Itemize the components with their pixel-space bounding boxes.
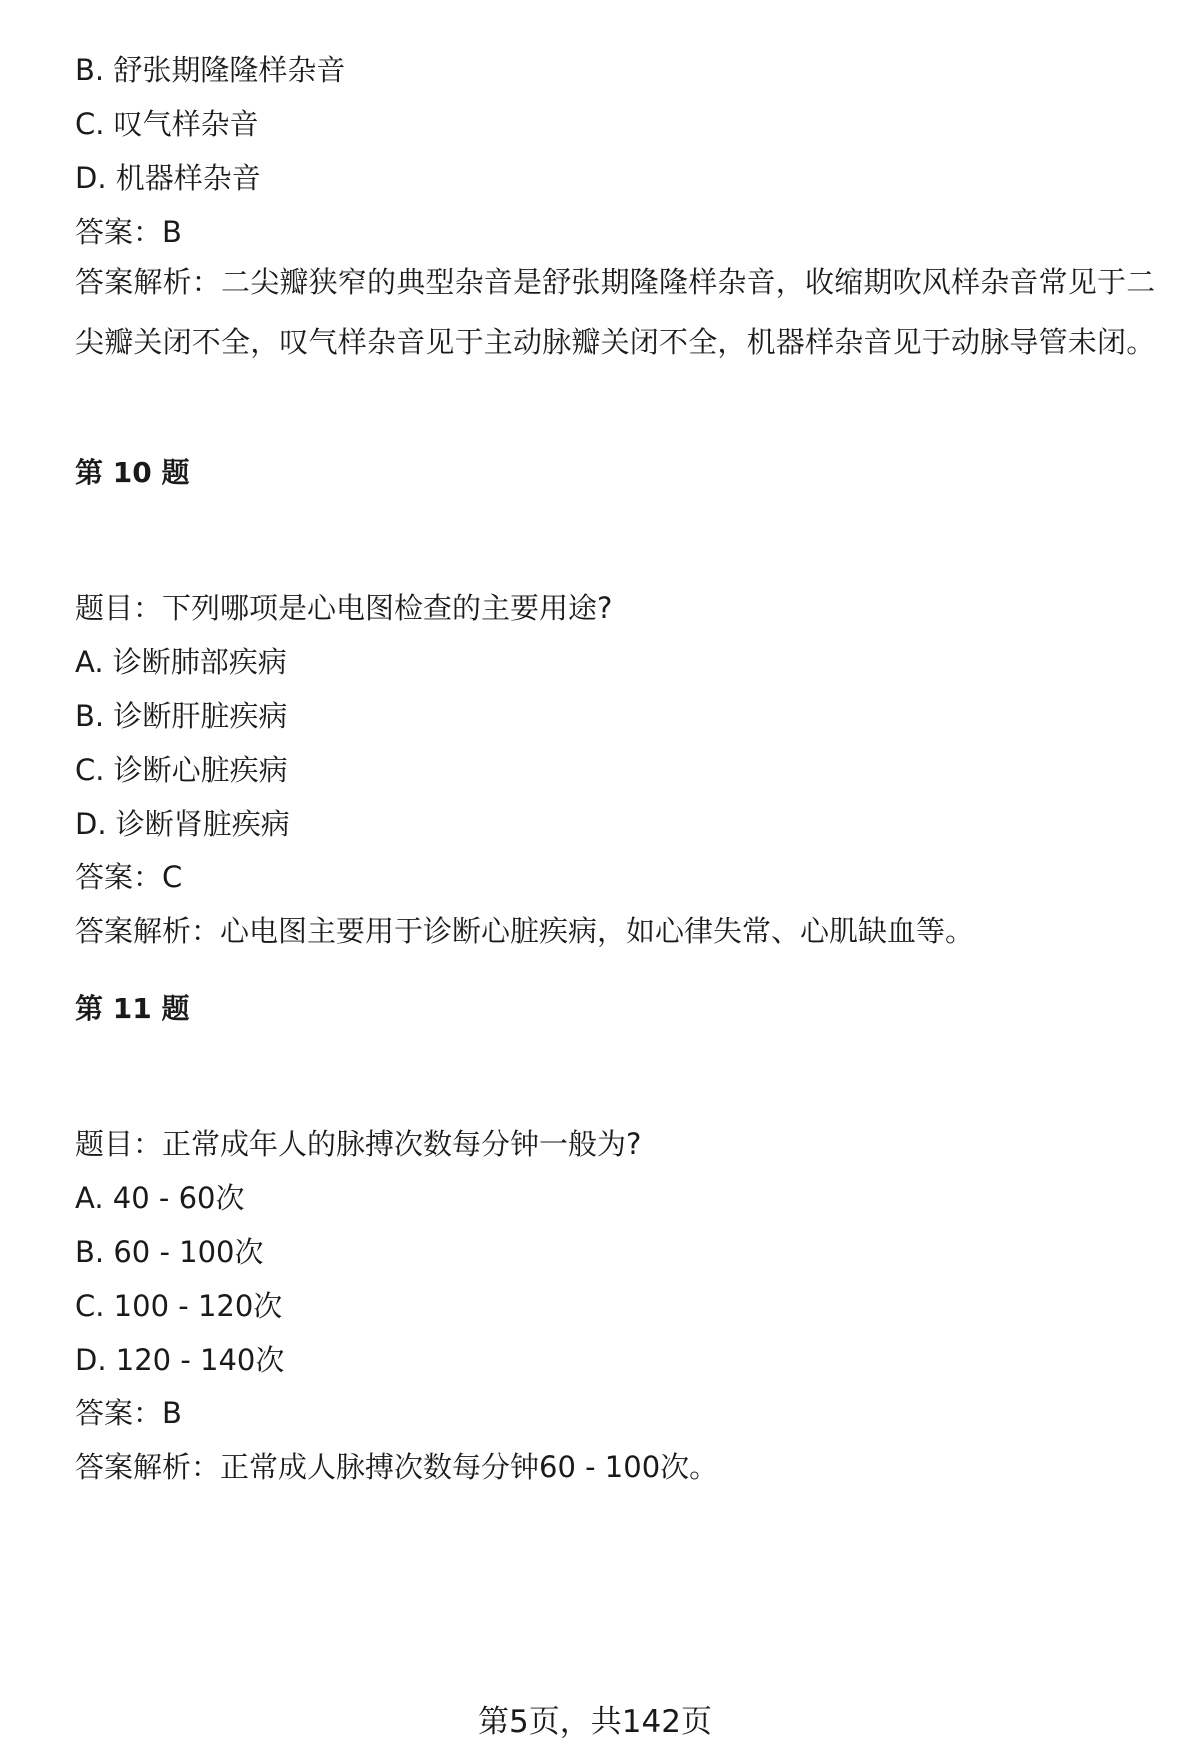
q10-option-d: D. 诊断肾脏疾病: [75, 807, 290, 841]
q10-answer: 答案：C: [75, 860, 183, 894]
q9-option-c: C. 叹气样杂音: [75, 107, 259, 141]
q11-option-a: A. 40 - 60次: [75, 1181, 245, 1215]
q10-explanation: 答案解析：心电图主要用于诊断心脏疾病，如心律失常、心肌缺血等。: [75, 914, 975, 948]
q11-explanation: 答案解析：正常成人脉搏次数每分钟60 - 100次。: [75, 1450, 719, 1484]
q10-heading: 第 10 题: [75, 456, 190, 489]
q11-option-b: B. 60 - 100次: [75, 1235, 264, 1269]
q10-option-a: A. 诊断肺部疾病: [75, 645, 287, 679]
q9-answer: 答案：B: [75, 215, 182, 249]
q11-option-c: C. 100 - 120次: [75, 1289, 283, 1323]
q11-option-d: D. 120 - 140次: [75, 1343, 285, 1377]
page-number-footer: 第5页，共142页: [478, 1704, 712, 1740]
q9-option-b: B. 舒张期隆隆样杂音: [75, 53, 346, 87]
q10-question: 题目：下列哪项是心电图检查的主要用途?: [75, 591, 613, 625]
q11-question: 题目：正常成年人的脉搏次数每分钟一般为?: [75, 1127, 642, 1161]
q9-option-d: D. 机器样杂音: [75, 161, 261, 195]
q11-heading: 第 11 题: [75, 992, 190, 1025]
q10-option-c: C. 诊断心脏疾病: [75, 753, 288, 787]
q10-option-b: B. 诊断肝脏疾病: [75, 699, 288, 733]
q9-explanation: 答案解析：二尖瓣狭窄的典型杂音是舒张期隆隆样杂音，收缩期吹风样杂音常见于二尖瓣关闭不全，叹气样杂音见于主动脉瓣关闭不全，机器样杂音见于动脉导管未闭。: [75, 265, 1156, 359]
q11-answer: 答案：B: [75, 1396, 182, 1430]
